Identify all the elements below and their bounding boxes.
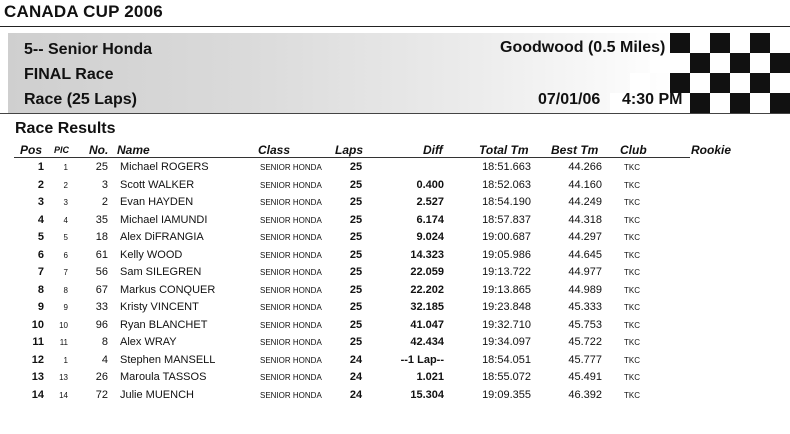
class-cell: SENIOR HONDA [260, 285, 322, 295]
kart-number-cell: 33 [95, 301, 108, 313]
laps-cell: 25 [349, 196, 363, 208]
kart-number-cell: 67 [95, 283, 108, 296]
pic-cell: 1 [63, 355, 68, 365]
club-cell: TKC [624, 268, 640, 277]
pic-cell: 4 [63, 215, 68, 225]
diff-cell: 1.021 [416, 371, 444, 383]
total-time-cell: 19:05.986 [482, 248, 531, 261]
driver-name-cell: Michael IAMUNDI [120, 213, 208, 226]
table-row [0, 336, 790, 353]
diff-cell: 9.024 [416, 231, 444, 243]
kart-number-cell: 61 [95, 248, 108, 261]
class-cell: SENIOR HONDA [260, 180, 322, 190]
class-cell: SENIOR HONDA [260, 303, 322, 312]
table-row [0, 371, 790, 388]
driver-name-cell: Maroula TASSOS [120, 371, 207, 383]
pos-cell: 3 [37, 196, 44, 208]
laps-cell: 25 [349, 178, 363, 191]
club-cell: TKC [624, 180, 640, 190]
best-time-cell: 44.297 [568, 231, 602, 243]
total-time-cell: 19:13.722 [482, 266, 531, 278]
kart-number-cell: 25 [95, 161, 108, 173]
laps-cell: 24 [349, 353, 363, 366]
pos-cell: 1 [37, 161, 44, 173]
total-time-cell: 19:09.355 [482, 388, 531, 401]
club-cell: TKC [624, 373, 640, 382]
table-row [0, 301, 790, 318]
table-row [0, 161, 790, 178]
pic-cell: 9 [63, 303, 68, 312]
diff-cell: 15.304 [410, 388, 444, 401]
best-time-cell: 44.645 [568, 248, 602, 261]
diff-cell: 22.202 [410, 283, 444, 296]
driver-name-cell: Ryan BLANCHET [120, 318, 208, 331]
diff-cell: 32.185 [410, 301, 444, 313]
pic-cell: 3 [63, 198, 68, 207]
best-time-cell: 44.266 [568, 161, 602, 173]
pos-cell: 9 [37, 301, 44, 313]
pos-cell: 13 [31, 371, 44, 383]
driver-name-cell: Stephen MANSELL [120, 353, 216, 366]
class-cell: SENIOR HONDA [260, 268, 322, 277]
header-diff: Diff [423, 143, 443, 157]
table-row [0, 284, 790, 301]
pos-cell: 11 [32, 336, 44, 348]
header-laps: Laps [335, 143, 364, 157]
table-row [0, 319, 790, 336]
kart-number-cell: 56 [95, 266, 108, 278]
pic-cell: 7 [63, 268, 68, 277]
pic-cell: 5 [63, 233, 68, 242]
header-club: Club [620, 143, 647, 157]
driver-name-cell: Evan HAYDEN [120, 196, 194, 208]
header-rookie: Rookie [691, 143, 732, 157]
table-row [0, 179, 790, 196]
total-time-cell: 18:54.190 [482, 196, 531, 208]
best-time-cell: 46.392 [568, 388, 602, 401]
club-cell: TKC [624, 320, 640, 330]
diff-cell: 41.047 [410, 318, 444, 331]
race-date: 07/01/06 [538, 91, 601, 108]
total-time-cell: 19:32.710 [482, 318, 531, 331]
pic-cell: 2 [63, 180, 68, 190]
class-cell: SENIOR HONDA [260, 198, 322, 207]
laps-cell: 25 [349, 336, 363, 348]
table-row [0, 196, 790, 213]
best-time-cell: 45.333 [568, 301, 602, 313]
laps-cell: 25 [349, 301, 363, 313]
laps-cell: 25 [349, 248, 363, 261]
best-time-cell: 45.777 [568, 353, 602, 366]
driver-name-cell: Alex DiFRANGIA [120, 231, 204, 243]
class-cell: SENIOR HONDA [260, 320, 322, 330]
title-divider [0, 26, 790, 27]
pos-cell: 14 [31, 388, 44, 401]
kart-number-cell: 72 [95, 388, 108, 401]
total-time-cell: 18:57.837 [482, 213, 531, 226]
driver-name-cell: Scott WALKER [120, 178, 195, 191]
header-class: Class [258, 143, 291, 157]
driver-name-cell: Alex WRAY [120, 336, 177, 348]
driver-name-cell: Kelly WOOD [120, 248, 183, 261]
club-cell: TKC [624, 233, 640, 242]
driver-name-cell: Sam SILEGREN [120, 266, 202, 278]
race-type: FINAL Race [24, 66, 114, 83]
pic-cell: 6 [63, 250, 68, 260]
track-name: Goodwood (0.5 Miles) [500, 39, 666, 56]
kart-number-cell: 3 [101, 178, 108, 191]
kart-number-cell: 35 [95, 213, 108, 226]
table-row [0, 354, 790, 371]
pic-cell: 14 [59, 390, 68, 400]
kart-number-cell: 96 [95, 318, 108, 331]
best-time-cell: 45.491 [568, 371, 602, 383]
laps-cell: 25 [349, 161, 363, 173]
laps-cell: 25 [349, 318, 363, 331]
banner-divider [0, 113, 790, 114]
race-time: 4:30 PM [622, 91, 683, 108]
driver-name-cell: Markus CONQUER [120, 283, 216, 296]
pos-cell: 8 [37, 283, 44, 296]
best-time-cell: 44.977 [568, 266, 602, 278]
event-title: CANADA CUP 2006 [4, 2, 163, 21]
class-cell: SENIOR HONDA [260, 373, 322, 382]
laps-cell: 25 [349, 231, 363, 243]
diff-cell: 14.323 [410, 248, 444, 261]
table-row [0, 266, 790, 283]
total-time-cell: 18:52.063 [482, 178, 531, 191]
total-time-cell: 19:23.848 [482, 301, 531, 313]
results-heading: Race Results [15, 120, 116, 137]
header-divider [14, 157, 690, 158]
driver-name-cell: Michael ROGERS [120, 161, 209, 173]
kart-number-cell: 2 [101, 196, 108, 208]
header-best-time: Best Tm [551, 143, 599, 157]
laps-cell: 24 [349, 371, 363, 383]
laps-cell: 24 [349, 388, 363, 401]
driver-name-cell: Julie MUENCH [120, 388, 194, 401]
class-cell: SENIOR HONDA [260, 390, 322, 400]
kart-number-cell: 26 [95, 371, 108, 383]
class-cell: SENIOR HONDA [260, 215, 322, 225]
table-row [0, 389, 790, 406]
best-time-cell: 44.318 [568, 213, 602, 226]
pos-cell: 4 [37, 213, 44, 226]
kart-number-cell: 8 [101, 336, 108, 348]
header-name: Name [117, 143, 150, 157]
club-cell: TKC [624, 303, 640, 312]
club-cell: TKC [624, 215, 640, 225]
pic-cell: 11 [59, 338, 68, 347]
laps-cell: 25 [349, 266, 363, 278]
diff-cell: 6.174 [416, 213, 444, 226]
laps-cell: 25 [349, 213, 363, 226]
pic-cell: 8 [63, 285, 68, 295]
club-cell: TKC [624, 285, 640, 295]
pos-cell: 5 [37, 231, 44, 243]
total-time-cell: 18:55.072 [482, 371, 531, 383]
header-pos: Pos [20, 143, 43, 157]
diff-cell: 2.527 [416, 196, 444, 208]
club-cell: TKC [624, 198, 640, 207]
kart-number-cell: 18 [95, 231, 108, 243]
total-time-cell: 19:13.865 [482, 283, 531, 296]
diff-cell: 22.059 [410, 266, 444, 278]
best-time-cell: 45.753 [568, 318, 602, 331]
pic-cell: 10 [59, 320, 68, 330]
table-row [0, 214, 790, 231]
class-cell: SENIOR HONDA [260, 338, 322, 347]
class-cell: SENIOR HONDA [260, 233, 322, 242]
header-pic: PIC [54, 145, 70, 155]
table-row [0, 249, 790, 266]
kart-number-cell: 4 [101, 353, 108, 366]
header-total-time: Total Tm [479, 143, 529, 157]
class-cell: SENIOR HONDA [260, 355, 322, 365]
laps-cell: 25 [349, 283, 363, 296]
pos-cell: 6 [37, 248, 44, 261]
pic-cell: 1 [63, 163, 68, 172]
total-time-cell: 18:51.663 [482, 161, 531, 173]
diff-cell: 42.434 [410, 336, 444, 348]
pic-cell: 13 [59, 373, 68, 382]
class-line: 5-- Senior Honda [24, 41, 153, 58]
pos-cell: 12 [31, 353, 44, 366]
club-cell: TKC [624, 355, 640, 365]
best-time-cell: 44.989 [568, 283, 602, 296]
total-time-cell: 19:34.097 [482, 336, 531, 348]
diff-cell: 0.400 [416, 178, 444, 191]
club-cell: TKC [624, 338, 640, 347]
total-time-cell: 18:54.051 [482, 353, 531, 366]
laps-line: Race (25 Laps) [24, 91, 137, 108]
header-no: No. [89, 143, 109, 157]
diff-cell: --1 Lap-- [400, 353, 444, 366]
club-cell: TKC [624, 390, 640, 400]
pos-cell: 10 [31, 318, 44, 331]
class-cell: SENIOR HONDA [260, 163, 322, 172]
pos-cell: 7 [37, 266, 44, 278]
total-time-cell: 19:00.687 [482, 231, 531, 243]
pos-cell: 2 [37, 178, 44, 191]
club-cell: TKC [624, 250, 640, 260]
best-time-cell: 44.249 [568, 196, 602, 208]
best-time-cell: 44.160 [568, 178, 602, 191]
driver-name-cell: Kristy VINCENT [120, 301, 199, 313]
table-row [0, 231, 790, 248]
best-time-cell: 45.722 [568, 336, 602, 348]
club-cell: TKC [624, 163, 640, 172]
class-cell: SENIOR HONDA [260, 250, 322, 260]
